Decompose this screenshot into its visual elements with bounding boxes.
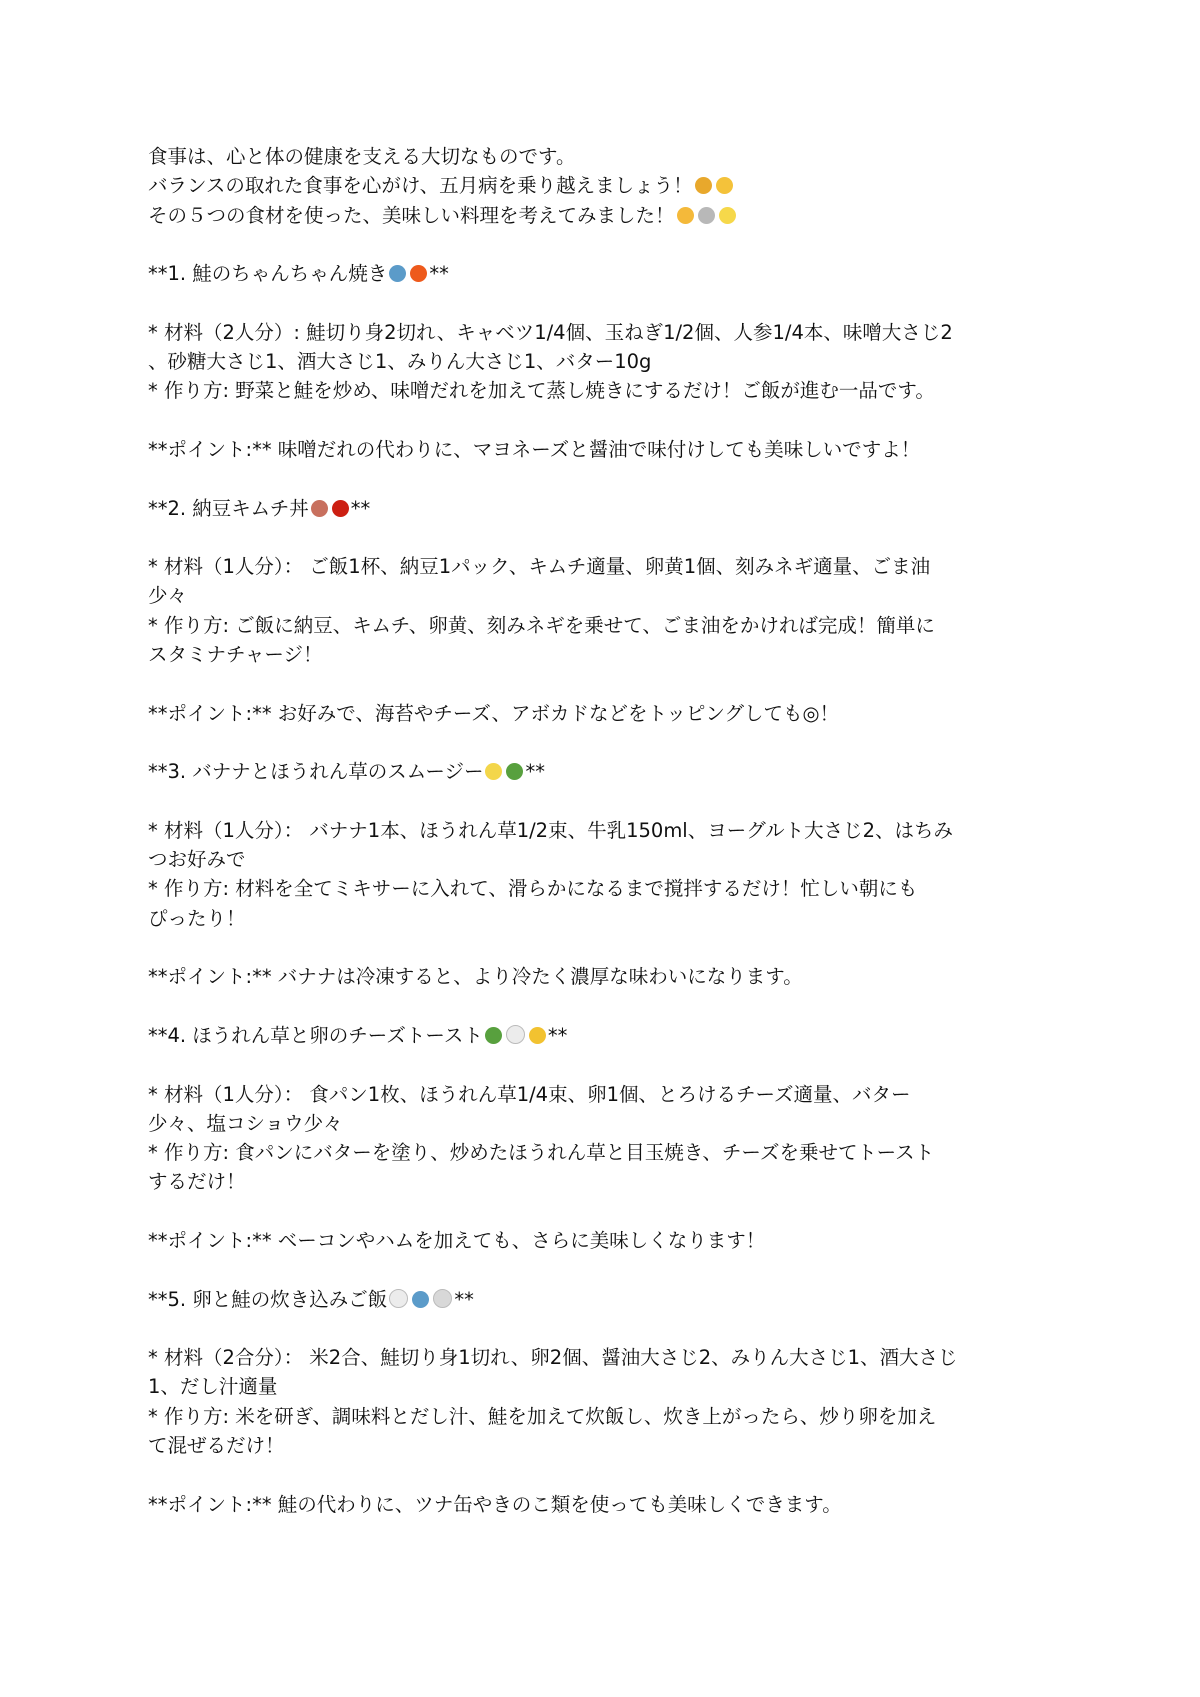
method-line: するだけ！	[148, 1170, 246, 1194]
blank-line	[148, 230, 958, 259]
intro-line	[148, 142, 958, 171]
recipe-title: **5. 卵と鮭の炊き込みご飯	[148, 1287, 388, 1311]
blank-line	[148, 1255, 958, 1284]
method-line: * 作り方: 野菜と鮭を炒め、味噌だれを加えて蒸し焼きにするだけ！ご飯が進む一品です。	[148, 379, 935, 403]
intro-text: 食事は、心と体の健康を支える大切なものです。	[148, 145, 576, 168]
method-line: * 作り方: 材料を全てミキサーに入れて、滑らかになるまで撹拌するだけ！忙しい朝にも	[148, 877, 918, 901]
rice-icon	[433, 1289, 452, 1308]
blank-line	[148, 1050, 958, 1079]
ingredients-line: 少々	[148, 584, 188, 608]
banana-icon	[485, 763, 502, 780]
ingredients-line: * 材料（1人分）： バナナ1本、ほうれん草1/2束、牛乳150ml、ヨーグルト大さじ2、はちみ	[148, 818, 954, 842]
method-line: * 作り方: ご飯に納豆、キムチ、卵黄、刻みネギを乗せて、ごま油をかければ完成！簡単に	[148, 613, 935, 637]
ingredients-line: つお好みで	[148, 848, 246, 872]
recipe-title: **4. ほうれん草と卵のチーズトースト	[148, 1023, 483, 1047]
blank-line	[148, 406, 958, 435]
leafy-green-icon	[506, 763, 523, 780]
ingredients-line: 少々、塩コショウ少々	[148, 1111, 343, 1135]
method-line: スタミナチャージ！	[148, 643, 323, 667]
recipe-title: **1. 鮭のちゃんちゃん焼き	[148, 262, 388, 286]
ingredients-line: 、砂糖大さじ1、酒大さじ1、みりん大さじ1、バター10g	[148, 350, 652, 374]
recipe-point: **ポイント:** お好みで、海苔やチーズ、アボカドなどをトッピングしても◎！	[148, 701, 840, 725]
recipe-heading	[148, 757, 958, 786]
egg-icon	[506, 1025, 525, 1044]
leafy-green-icon	[485, 1027, 502, 1044]
recipe-heading	[148, 259, 958, 288]
sparkles-icon	[719, 207, 736, 224]
recipe-point: **ポイント:** バナナは冷凍すると、より冷たく濃厚な味わいになります。	[148, 965, 803, 989]
ingredients-line: * 材料（2人分）: 鮭切り身2切れ、キャベツ1/4個、玉ねぎ1/2個、人参1/4本、味噌大さじ2	[148, 320, 953, 344]
blank-line	[148, 464, 958, 493]
ingredients-line: * 材料（1人分）： ご飯1杯、納豆1パック、キムチ適量、卵黄1個、刻みネギ適量、ごま油	[148, 555, 931, 579]
fish-icon	[412, 1291, 429, 1308]
method-line: * 作り方: 米を研ぎ、調味料とだし汁、鮭を加えて炊飯し、炊き上がったら、炒り卵を加え	[148, 1404, 937, 1428]
blank-line	[148, 992, 958, 1021]
recipe-point: **ポイント:** ベーコンやハムを加えても、さらに美味しくなります！	[148, 1228, 766, 1252]
blank-line	[148, 1314, 958, 1343]
recipe-title-end: **	[454, 1287, 474, 1311]
recipe-title: **3. バナナとほうれん草のスムージー	[148, 760, 484, 784]
blank-line	[148, 728, 958, 757]
blank-line	[148, 523, 958, 552]
fish-icon	[389, 265, 406, 282]
recipe-title: **2. 納豆キムチ丼	[148, 496, 309, 520]
chopsticks-icon	[311, 500, 328, 517]
recipe-title-end: **	[547, 1023, 568, 1047]
method-line: て混ぜるだけ！	[148, 1434, 285, 1458]
blank-line	[148, 787, 958, 816]
fire-icon	[410, 265, 427, 282]
chili-icon	[332, 500, 349, 517]
smile-icon	[716, 177, 733, 194]
recipe-heading	[148, 1285, 958, 1314]
blank-line	[148, 1197, 958, 1226]
blank-line	[148, 669, 958, 698]
recipe-point: **ポイント:** 味噌だれの代わりに、マヨネーズと醤油で味付けしても美味しいですよ！	[148, 437, 921, 461]
method-line: * 作り方: 食パンにバターを塗り、炒めたほうれん草と目玉焼き、チーズを乗せてトースト	[148, 1141, 935, 1165]
recipe-title-end: **	[429, 262, 449, 286]
yum-face-icon	[677, 207, 694, 224]
egg-icon	[389, 1289, 408, 1308]
fork-knife-icon	[698, 207, 715, 224]
intro-text: バランスの取れた食事を心がけ、五月病を乗り越えましょう！	[148, 174, 693, 198]
ingredients-line: * 材料（1人分）： 食パン1枚、ほうれん草1/4束、卵1個、とろけるチーズ適量、バター	[148, 1082, 911, 1106]
blank-line	[148, 1460, 958, 1489]
blank-line	[148, 933, 958, 962]
intro-line	[148, 201, 958, 230]
recipe-title-end: **	[525, 760, 545, 784]
recipe-heading	[148, 1021, 958, 1050]
method-line: ぴったり！	[148, 906, 246, 930]
recipe-heading	[148, 494, 958, 523]
recipe-title-end: **	[350, 496, 371, 520]
muscle-icon	[695, 177, 712, 194]
cheese-icon	[529, 1027, 546, 1044]
blank-line	[148, 288, 958, 317]
intro-line	[148, 171, 958, 200]
recipe-point: **ポイント:** 鮭の代わりに、ツナ缶やきのこ類を使っても美味しくできます。	[148, 1492, 842, 1516]
ingredients-line: 1、だし汁適量	[148, 1375, 278, 1399]
ingredients-line: * 材料（2合分）： 米2合、鮭切り身1切れ、卵2個、醤油大さじ2、みりん大さじ1、酒大さじ	[148, 1346, 958, 1370]
document-body	[148, 142, 958, 1519]
intro-text: その５つの食材を使った、美味しい料理を考えてみました！	[148, 203, 675, 227]
